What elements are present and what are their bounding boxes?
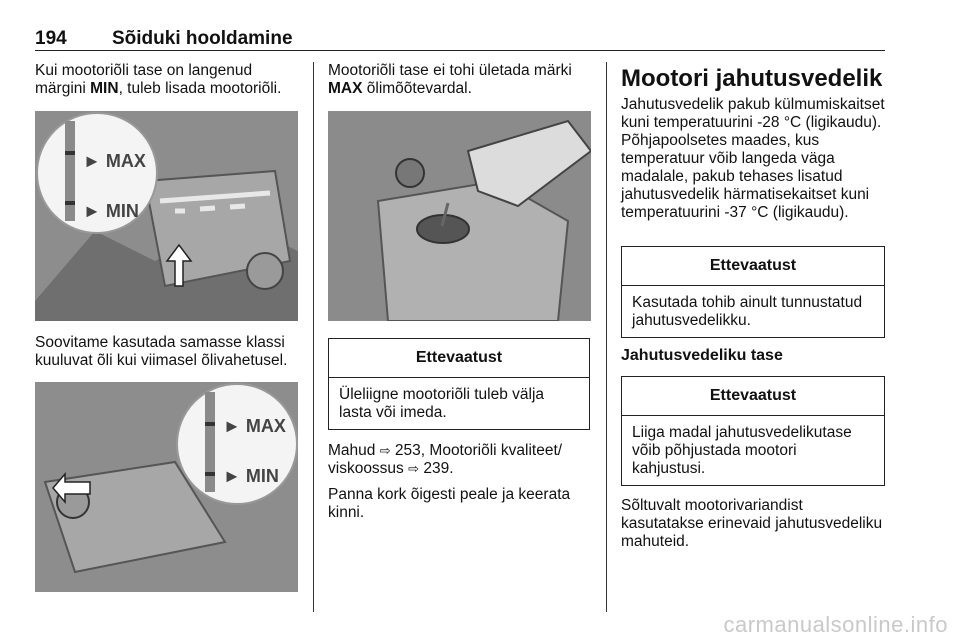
max-label: ► MAX xyxy=(83,151,146,171)
column-1-lower xyxy=(35,334,300,370)
warning-title: Ettevaatust xyxy=(329,339,589,378)
paragraph-coolant: Jahutusvedelik pakub külmumiskaitset kuni temperatuurini -28 °C (ligikaudu). Põhjapoolsetes maades, kus temperatuur võib langeda väga madalale, pakub tehases lisatud jahutusvedelik härmatisekaitset kuni temperatuurini -37 °C (ligikaudu). xyxy=(621,96,885,221)
paragraph-oil-max: Mootoriõli tase ei tohi ületada märki MAX õlimõõtevardal. xyxy=(328,62,572,97)
paragraph-oil-low: Kui mootoriõli tase on langenud märgini MIN, tuleb lisada mootoriõli. xyxy=(35,62,282,97)
warning-text: Liiga madal jahutusvedelikutase võib põhjustada mootori kahjustusi. xyxy=(632,424,852,477)
column-divider xyxy=(606,62,607,612)
warning-title: Ettevaatust xyxy=(622,247,884,286)
column-2 xyxy=(328,62,590,98)
figure-dipstick-engine-1 xyxy=(35,111,298,321)
paragraph-oil-class: Soovitame kasutada samasse klassi kuuluvat õli kui viimasel õlivahetusel. xyxy=(35,334,288,369)
figure-dipstick-engine-2 xyxy=(35,382,298,592)
min-label: ► MIN xyxy=(223,466,279,486)
warning-box xyxy=(621,246,885,338)
max-label: ► MAX xyxy=(223,416,286,436)
arrow-reference-icon: ⇨ xyxy=(408,461,420,476)
warning-text: Kasutada tohib ainult tunnustatud jahutusvedelikku. xyxy=(632,294,863,329)
warning-box xyxy=(621,376,885,486)
page-number: 194 xyxy=(35,28,67,49)
column-1 xyxy=(35,62,300,98)
column-3 xyxy=(621,66,885,222)
reference-link[interactable]: 239 xyxy=(423,460,450,477)
paragraph-cap: Panna kork õigesti peale ja keerata kinni. xyxy=(328,486,571,521)
paragraph-reservoir: Sõltuvalt mootorivariandist kasutatakse erinevaid jahutusvedeliku mahuteid. xyxy=(621,497,883,550)
reference-link[interactable]: 253 xyxy=(394,442,421,459)
warning-box xyxy=(328,338,590,430)
paragraph-references: Mahud ⇨ 253, Mootoriõli kvaliteet/ viskoossus ⇨ 239. xyxy=(328,442,563,477)
watermark: carmanualsonline.info xyxy=(723,612,948,637)
warning-title: Ettevaatust xyxy=(622,377,884,416)
column-divider xyxy=(313,62,314,612)
coolant-level-subheading-block xyxy=(621,347,885,365)
figure-oil-filling xyxy=(328,111,591,321)
page-title: Sõiduki hooldamine xyxy=(112,28,293,49)
arrow-reference-icon: ⇨ xyxy=(379,443,391,458)
warning-text: Üleliigne mootoriõli tuleb välja lasta või imeda. xyxy=(339,386,545,421)
column-3-lower xyxy=(621,497,885,551)
page-header xyxy=(35,28,885,51)
section-heading: Mootori jahutusvedelik xyxy=(621,65,883,92)
column-2-lower xyxy=(328,442,590,522)
subheading: Jahutusvedeliku tase xyxy=(621,347,783,364)
min-label: ► MIN xyxy=(83,201,139,221)
